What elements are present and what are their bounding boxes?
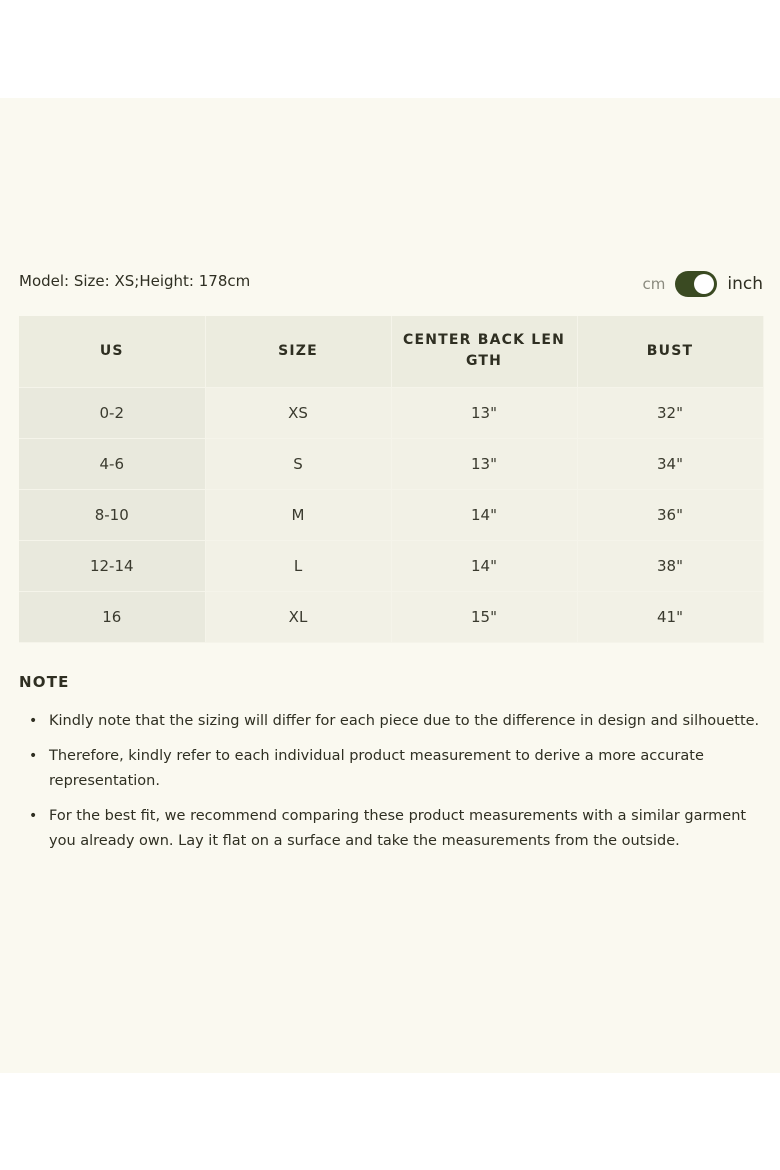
unit-switch[interactable] [675, 271, 717, 297]
cell-bust: 34" [577, 438, 763, 489]
cell-us: 12-14 [19, 540, 205, 591]
header-us: US [19, 316, 205, 387]
cell-center-back-length: 13" [391, 387, 577, 438]
table-row [19, 387, 763, 438]
cell-bust: 41" [577, 591, 763, 642]
unit-toggle [643, 270, 763, 298]
note-item [29, 709, 764, 734]
note-item [29, 744, 764, 794]
header-size: SIZE [205, 316, 391, 387]
cell-us: 0-2 [19, 387, 205, 438]
note-list [29, 709, 764, 864]
cell-us: 4-6 [19, 438, 205, 489]
unit-label-inch[interactable]: inch [727, 274, 763, 294]
cell-center-back-length: 15" [391, 591, 577, 642]
bullet-icon: • [29, 748, 38, 764]
cell-size: XL [205, 591, 391, 642]
note-item [29, 804, 764, 854]
cell-size: L [205, 540, 391, 591]
cell-center-back-length: 14" [391, 489, 577, 540]
bullet-icon: • [29, 808, 38, 824]
note-text: Therefore, kindly refer to each individual product measurement to derive a more accurate representation. [49, 748, 704, 789]
cell-size: S [205, 438, 391, 489]
cell-size: XS [205, 387, 391, 438]
cell-bust: 36" [577, 489, 763, 540]
table-row [19, 438, 763, 489]
model-info: Model: Size: XS;Height: 178cm [19, 272, 251, 290]
unit-label-cm[interactable]: cm [642, 275, 666, 293]
table-row [19, 489, 763, 540]
switch-knob [694, 274, 714, 294]
bullet-icon: • [29, 713, 38, 729]
cell-us: 8-10 [19, 489, 205, 540]
table-header-row [19, 316, 763, 387]
header-center-back-length: CENTER BACK LENGTH [391, 316, 577, 387]
table-row [19, 540, 763, 591]
cell-center-back-length: 13" [391, 438, 577, 489]
cell-us: 16 [19, 591, 205, 642]
header-bust: BUST [577, 316, 763, 387]
note-text: Kindly note that the sizing will differ for each piece due to the difference in design and silhouette. [49, 713, 760, 729]
cell-center-back-length: 14" [391, 540, 577, 591]
cell-bust: 32" [577, 387, 763, 438]
table-row [19, 591, 763, 642]
size-guide-header [19, 270, 763, 298]
cell-size: M [205, 489, 391, 540]
note-title: NOTE [19, 673, 70, 691]
note-text: For the best fit, we recommend comparing these product measurements with a similar garment you already own. Lay it flat on a surface and take the measurements from the outside. [49, 808, 747, 849]
cell-bust: 38" [577, 540, 763, 591]
size-chart-table [19, 316, 764, 643]
